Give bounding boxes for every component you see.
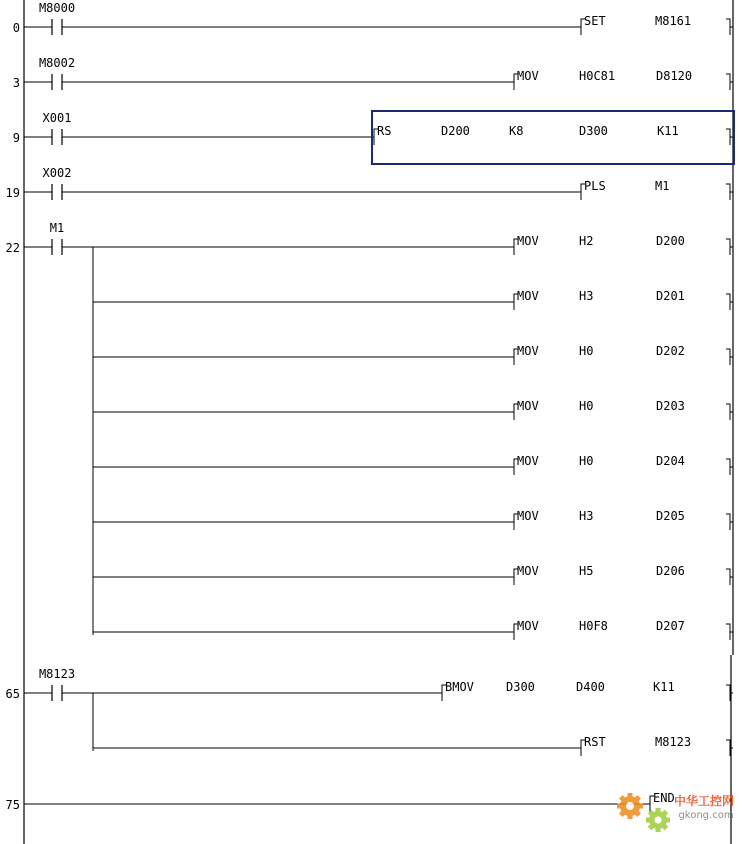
gear-icon [617, 793, 643, 819]
instruction-operand: H0 [579, 454, 594, 468]
instruction-bracket-close [726, 624, 733, 640]
instruction-mnemonic: RS [377, 124, 392, 138]
instruction-operand: D207 [656, 619, 685, 633]
instruction-mnemonic: MOV [517, 509, 539, 523]
step-number: 22 [5, 241, 20, 255]
instruction-operand: D200 [441, 124, 470, 138]
instruction-operand: D204 [656, 454, 685, 468]
instruction-mnemonic: MOV [517, 344, 539, 358]
contact-label: M1 [49, 221, 65, 235]
instruction-operand: D205 [656, 509, 685, 523]
instruction-mnemonic: MOV [517, 399, 539, 413]
instruction-bracket-close [726, 74, 733, 90]
instruction-bracket-close [726, 19, 733, 35]
instruction-operand: H0 [579, 399, 594, 413]
instruction-operand: D8120 [656, 69, 693, 83]
instruction-operand: H3 [579, 289, 594, 303]
instruction-operand: D203 [656, 399, 685, 413]
instruction-mnemonic: END [653, 791, 675, 805]
instruction-bracket-close [726, 459, 733, 475]
instruction-operand: H5 [579, 564, 594, 578]
instruction-operand: D200 [656, 234, 685, 248]
instruction-operand: H0 [579, 344, 594, 358]
instruction-bracket-close [726, 569, 733, 585]
instruction-bracket-close [726, 129, 733, 145]
instruction-bracket-close [726, 514, 733, 530]
instruction-mnemonic: MOV [517, 289, 539, 303]
instruction-operand: H2 [579, 234, 594, 248]
instruction-operand: K8 [509, 124, 524, 138]
instruction-bracket-close [726, 740, 733, 756]
instruction-operand: D400 [576, 680, 605, 694]
instruction-bracket-close [726, 184, 733, 200]
instruction-operand: H3 [579, 509, 594, 523]
instruction-bracket-close [726, 685, 733, 701]
instruction-bracket-close [726, 239, 733, 255]
instruction-mnemonic: MOV [517, 619, 539, 633]
instruction-bracket-close [726, 349, 733, 365]
instruction-operand: K11 [657, 124, 679, 138]
step-number: 75 [5, 798, 20, 812]
instruction-mnemonic: PLS [584, 179, 606, 193]
contact-label: X002 [42, 166, 72, 180]
instruction-operand: H0F8 [579, 619, 608, 633]
step-number: 65 [5, 687, 20, 701]
watermark-text: 中华工控网 [673, 794, 735, 808]
instruction-mnemonic: BMOV [445, 680, 474, 694]
instruction-mnemonic: MOV [517, 69, 539, 83]
instruction-operand: D202 [656, 344, 685, 358]
instruction-operand: D201 [656, 289, 685, 303]
instruction-operand: D300 [506, 680, 535, 694]
instruction-operand: M8123 [655, 735, 692, 749]
step-number: 3 [12, 76, 20, 90]
contact-label: M8002 [38, 56, 76, 70]
instruction-operand: M8161 [655, 14, 692, 28]
step-number: 0 [12, 21, 20, 35]
instruction-mnemonic: SET [584, 14, 606, 28]
step-number: 19 [5, 186, 20, 200]
gear-icon [646, 808, 670, 832]
instruction-bracket-close [726, 404, 733, 420]
watermark-subtext: gkong.com [678, 810, 734, 821]
contact-label: M8000 [38, 1, 76, 15]
instruction-mnemonic: MOV [517, 234, 539, 248]
instruction-bracket-close [726, 294, 733, 310]
contact-label: M8123 [38, 667, 76, 681]
instruction-mnemonic: MOV [517, 564, 539, 578]
watermark-logo [617, 793, 734, 832]
instruction-operand: H0C81 [579, 69, 616, 83]
instruction-mnemonic: MOV [517, 454, 539, 468]
step-number: 9 [12, 131, 20, 145]
contact-label: X001 [42, 111, 72, 125]
instruction-operand: M1 [655, 179, 670, 193]
instruction-operand: D300 [579, 124, 608, 138]
selection-highlight-box[interactable] [372, 111, 734, 164]
instruction-mnemonic: RST [584, 735, 606, 749]
instruction-operand: D206 [656, 564, 685, 578]
instruction-operand: K11 [653, 680, 675, 694]
